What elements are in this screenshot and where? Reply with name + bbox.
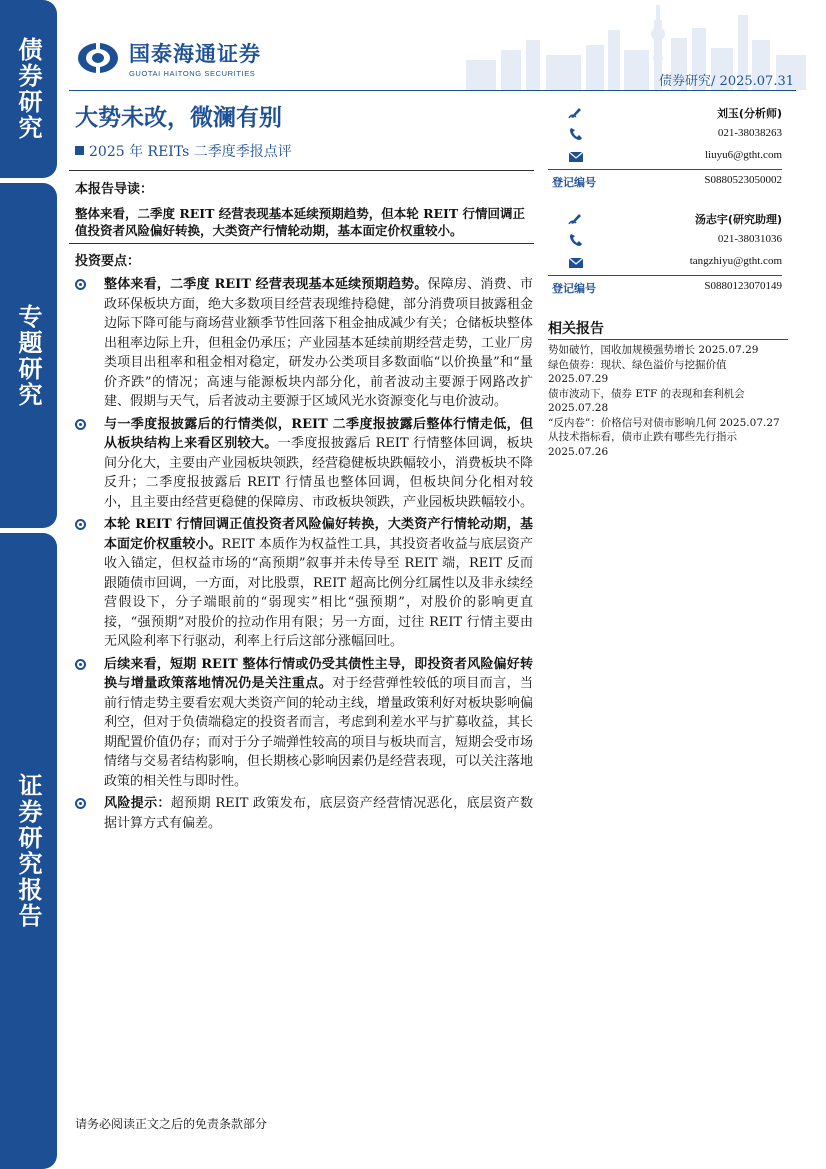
analyst-phone[interactable]: 021-38031036 (717, 233, 782, 245)
key-point (75, 794, 533, 833)
circle-bullet-icon (75, 279, 86, 290)
analyst-phone[interactable]: 021-38038263 (717, 127, 782, 139)
key-point-body: 保障房、消费、市政环保板块方面，绝大多数项目经营表现维持稳健，部分消费项目披露租金边际下降可能与商场营业额季节性回落下租金抽成减少有关；仓储板块整体出租率边际上升，但租金仍承压；产业园基本延续前期经营走势，工业厂房类项目出租率和租金相对稳定，研发办公类项目多数面临“以价换量”和“量价齐跌”的情况；高速与能源板块内部分化，前者波动主要源于网路改扩建、假期与天气，后者波动主要源于区域风光水资源变化与电价波动。 (104, 277, 534, 409)
registration-number: S0880523050002 (704, 174, 782, 186)
related-reports-divider (548, 339, 788, 340)
logo-name-en: GUOTAI HAITONG SECURITIES (129, 69, 256, 78)
circle-bullet-icon (75, 519, 86, 530)
logo-name-cn: 国泰海通证券 (129, 42, 261, 66)
key-point-lead: 后续来看，短期 REIT 整体行情或仍受其债性主导，即投资者风险偏好转换与增量政策落地情况仍是关注重点。 (104, 656, 533, 691)
report-title: 大势未改，微澜有别 (75, 105, 282, 131)
side-tab-label: 债券研究 (14, 37, 42, 141)
registration-label: 登记编号 (552, 176, 596, 189)
related-report-link[interactable]: “反内卷”：价格信号对债市影响几何 2025.07.27 (548, 416, 780, 429)
intro-heading: 本报告导读： (75, 182, 154, 197)
key-point-lead: 整体来看，二季度 REIT 经营表现基本延续预期趋势。 (104, 277, 428, 292)
key-point-lead: 风险提示： (104, 796, 171, 811)
analyst-email[interactable]: liuyu6@gtht.com (704, 149, 782, 161)
side-tab-label: 专题研究 (14, 303, 42, 408)
key-point (75, 415, 533, 513)
analyst-name: 刘玉(分析师) (716, 107, 782, 120)
circle-bullet-icon (75, 419, 86, 430)
key-point (75, 655, 533, 792)
side-tab-special-research (0, 183, 57, 528)
square-bullet-icon (75, 146, 84, 155)
registration-number: S0880123070149 (704, 280, 782, 292)
logo-mark-icon (77, 42, 119, 74)
key-point-body: 超预期 REIT 政策发布，底层资产经营情况恶化，底层资产数据计算方式有偏差。 (104, 796, 533, 831)
pen-icon (568, 211, 584, 225)
related-reports-list (548, 343, 788, 459)
header-divider (69, 90, 796, 91)
circle-bullet-icon (75, 659, 86, 670)
report-subtitle-text: 2025 年 REITs 二季度季报点评 (89, 144, 292, 160)
section-divider (69, 170, 534, 171)
analyst-card (548, 103, 782, 191)
key-point (75, 275, 533, 412)
report-category-date: 债券研究/ 2025.07.31 (659, 74, 794, 89)
section-divider (69, 243, 534, 244)
side-tab-label: 证券研究报告 (14, 773, 42, 929)
email-icon (568, 255, 584, 269)
phone-icon (568, 127, 584, 141)
related-report-link[interactable]: 债市波动下，债券 ETF 的表现和套利机会 2025.07.28 (548, 387, 745, 414)
related-report-link[interactable]: 从技术指标看，债市止跌有哪些先行指示 2025.07.26 (548, 431, 737, 458)
key-point-lead: 与一季度报披露后的行情类似，REIT 二季度报披露后整体行情走低，但从板块结构上来看区别较大。 (104, 416, 533, 451)
related-report-link[interactable]: 绿色债券：现状、绿色溢价与挖掘价值 2025.07.29 (548, 358, 727, 385)
registration-label: 登记编号 (552, 282, 596, 295)
analyst-name: 汤志宇(研究助理) (694, 213, 782, 226)
circle-bullet-icon (75, 798, 86, 809)
side-tab-securities-report (0, 533, 57, 1169)
intro-text: 整体来看，二季度 REIT 经营表现基本延续预期趋势，但本轮 REIT 行情回调正值投资者风险偏好转换，大类资产行情轮动期，基本面定价权重较小。 (75, 206, 526, 238)
key-point-body: 一季度报披露后 REIT 行情整体回调，板块间分化大，主要由产业园板块领跌，经营稳健板块跌幅较小，消费板块不降反升；二季度报披露后 REIT 行情虽也整体回调，但板块间分化相对较小，且主要由经营更稳健的保障房、市政板块领跌，产业园板块跌幅较小。 (104, 436, 534, 510)
key-point (75, 515, 533, 652)
phone-icon (568, 233, 584, 247)
report-subtitle (75, 141, 292, 161)
key-points-heading: 投资要点： (75, 254, 141, 269)
analyst-email[interactable]: tangzhiyu@gtht.com (689, 255, 782, 267)
company-logo (77, 38, 261, 78)
key-point-body: 对于经营弹性较低的项目而言，当前行情走势主要看宏观大类资产间的轮动主线，增量政策利好对板块影响偏利空，但对于负债端稳定的投资者而言，考虑到利差水平与扩募收益，其长期配置价值仍存；而对于分子端弹性较高的项目与板块而言，短期会受市场情绪与交易者结构影响，但长期核心影响因素仍是经营表现，可以关注落地政策的相关性与即时性。 (104, 676, 534, 789)
key-point-body: REIT 本质作为权益性工具，其投资者收益与底层资产收入锚定，但权益市场的“高预期”叙事并未传导至 REIT 端，REIT 反而跟随债市回调，一方面，对比股票，REIT 超高比例分红属性以及非永续经营假设下，分子端眼前的“弱现实”相比“强预期”，对股价的影响更直接，“强预期”对股价的拉动作用有限；另一方面，过往 REIT 行情主要由无风险利率下行驱动，利率上行后这部分涨幅回吐。 (104, 536, 533, 649)
related-report-link[interactable]: 势如破竹，国收加规模强势增长 2025.07.29 (548, 344, 759, 356)
disclaimer-footer: 请务必阅读正文之后的免责条款部分 (75, 1117, 268, 1131)
email-icon (568, 149, 584, 163)
analyst-card (548, 209, 782, 297)
side-tab-bond-research (0, 0, 57, 178)
pen-icon (568, 105, 584, 119)
key-point-lead: 本轮 REIT 行情回调正值投资者风险偏好转换，大类资产行情轮动期，基本面定价权重较小。 (104, 517, 533, 552)
key-points-list (75, 275, 533, 836)
related-reports-heading: 相关报告 (548, 321, 604, 337)
